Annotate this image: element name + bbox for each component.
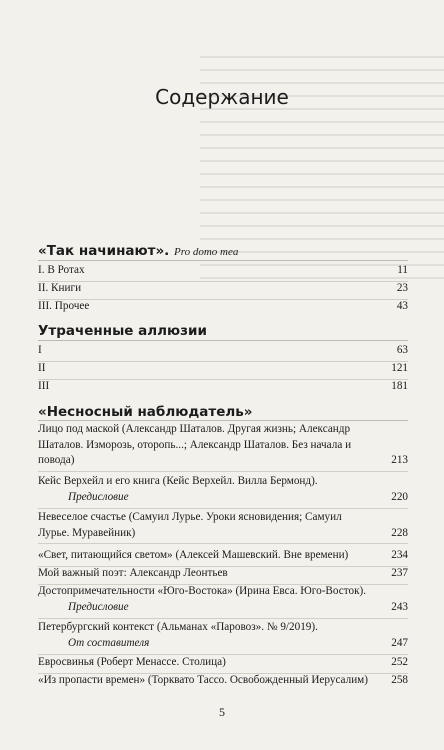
toc-entry-text: III. Прочее: [38, 300, 90, 312]
toc-entry[interactable]: [38, 343, 408, 359]
toc-entry-page: 228: [391, 526, 408, 539]
section-heading-2: [38, 323, 207, 339]
toc-entry-text: «Из пропасти времен» (Торквато Тассо. Освобожденный Иерусалим): [38, 674, 368, 686]
toc-entry-page: 11: [397, 264, 408, 276]
toc-entry-text: Лицо под маской (Александр Шаталов. Другая жизнь; Александр Шаталов. Изморозь, оторопь...; Александр Шаталов. Без начала и повода): [38, 423, 352, 466]
toc-entry-page: 213: [391, 454, 408, 466]
toc-entry[interactable]: [38, 490, 408, 506]
toc-entry[interactable]: [38, 673, 408, 689]
toc-entry[interactable]: [38, 600, 408, 616]
toc-entry-page: 258: [391, 674, 408, 686]
toc-entry[interactable]: [38, 299, 408, 315]
toc-entry-page: 237: [391, 567, 408, 579]
toc-entry-text: «Свет, питающийся светом» (Алексей Машевский. Вне времени): [38, 549, 349, 561]
toc-entry[interactable]: [38, 510, 408, 541]
toc-entry-text: Кейс Верхейл и его книга (Кейс Верхейл. Вилла Бермонд).: [38, 475, 318, 487]
toc-entry[interactable]: [38, 379, 408, 395]
section-1-subtitle: Pro domo mea: [174, 246, 239, 258]
toc-entry-text: Предисловие: [68, 491, 129, 503]
page-title: Содержание: [155, 85, 289, 110]
toc-entry-page: 252: [391, 656, 408, 668]
toc-entry-text: Мой важный поэт: Александр Леонтьев: [38, 567, 228, 579]
section-heading-1: [38, 243, 238, 259]
toc-entry[interactable]: [38, 620, 408, 636]
toc-entry-text: Достопримечательности «Юго-Востока» (Ирина Евса. Юго-Восток).: [38, 585, 367, 597]
toc-entry-page: 181: [391, 380, 408, 392]
toc-entry-text: I. В Ротах: [38, 264, 85, 276]
toc-entry-page: 247: [391, 637, 408, 649]
toc-entry-page: 234: [391, 549, 408, 561]
toc-entry[interactable]: [38, 263, 408, 279]
toc-entry[interactable]: [38, 584, 408, 600]
section-divider: [38, 340, 408, 341]
toc-entry-text: I: [38, 344, 42, 356]
toc-entry[interactable]: [38, 281, 408, 297]
page-number: 5: [219, 705, 225, 719]
toc-entry-text: II. Книги: [38, 282, 82, 294]
toc-entry-text: Невеселое счастье (Самуил Лурье. Уроки ясновидения; Самуил Лурье. Муравейник): [38, 511, 342, 539]
section-divider: [38, 260, 408, 261]
toc-entry-page: 43: [396, 300, 408, 312]
toc-entry-page: 220: [391, 491, 408, 503]
toc-entry-text: III: [38, 380, 50, 392]
toc-entry[interactable]: [38, 566, 408, 582]
section-heading-3: [38, 404, 253, 420]
toc-entry-text: II: [38, 362, 46, 374]
toc-entry-text: Евросвинья (Роберт Менассе. Столица): [38, 656, 226, 668]
toc-entry-page: 243: [391, 601, 408, 613]
toc-entry[interactable]: [38, 548, 408, 564]
toc-entry-page: 23: [396, 282, 408, 294]
toc-entry[interactable]: [38, 655, 408, 671]
toc-entry-text: Предисловие: [68, 601, 129, 613]
section-1-title: «Так начинают».: [38, 243, 170, 259]
toc-entry[interactable]: [38, 422, 408, 469]
section-3-title: «Несносный наблюдатель»: [38, 404, 253, 420]
toc-entry-page: 121: [391, 362, 408, 374]
toc-entry-text: Петербургский контекст (Альманах «Паровоз». № 9/2019).: [38, 621, 318, 633]
section-2-title: Утраченные аллюзии: [38, 323, 207, 339]
toc-entry-text: От составителя: [68, 637, 150, 649]
toc-entry-page: 63: [396, 344, 408, 356]
section-divider: [38, 420, 408, 421]
toc-entry[interactable]: [38, 474, 408, 490]
toc-entry[interactable]: [38, 361, 408, 377]
toc-entry[interactable]: [38, 636, 408, 652]
